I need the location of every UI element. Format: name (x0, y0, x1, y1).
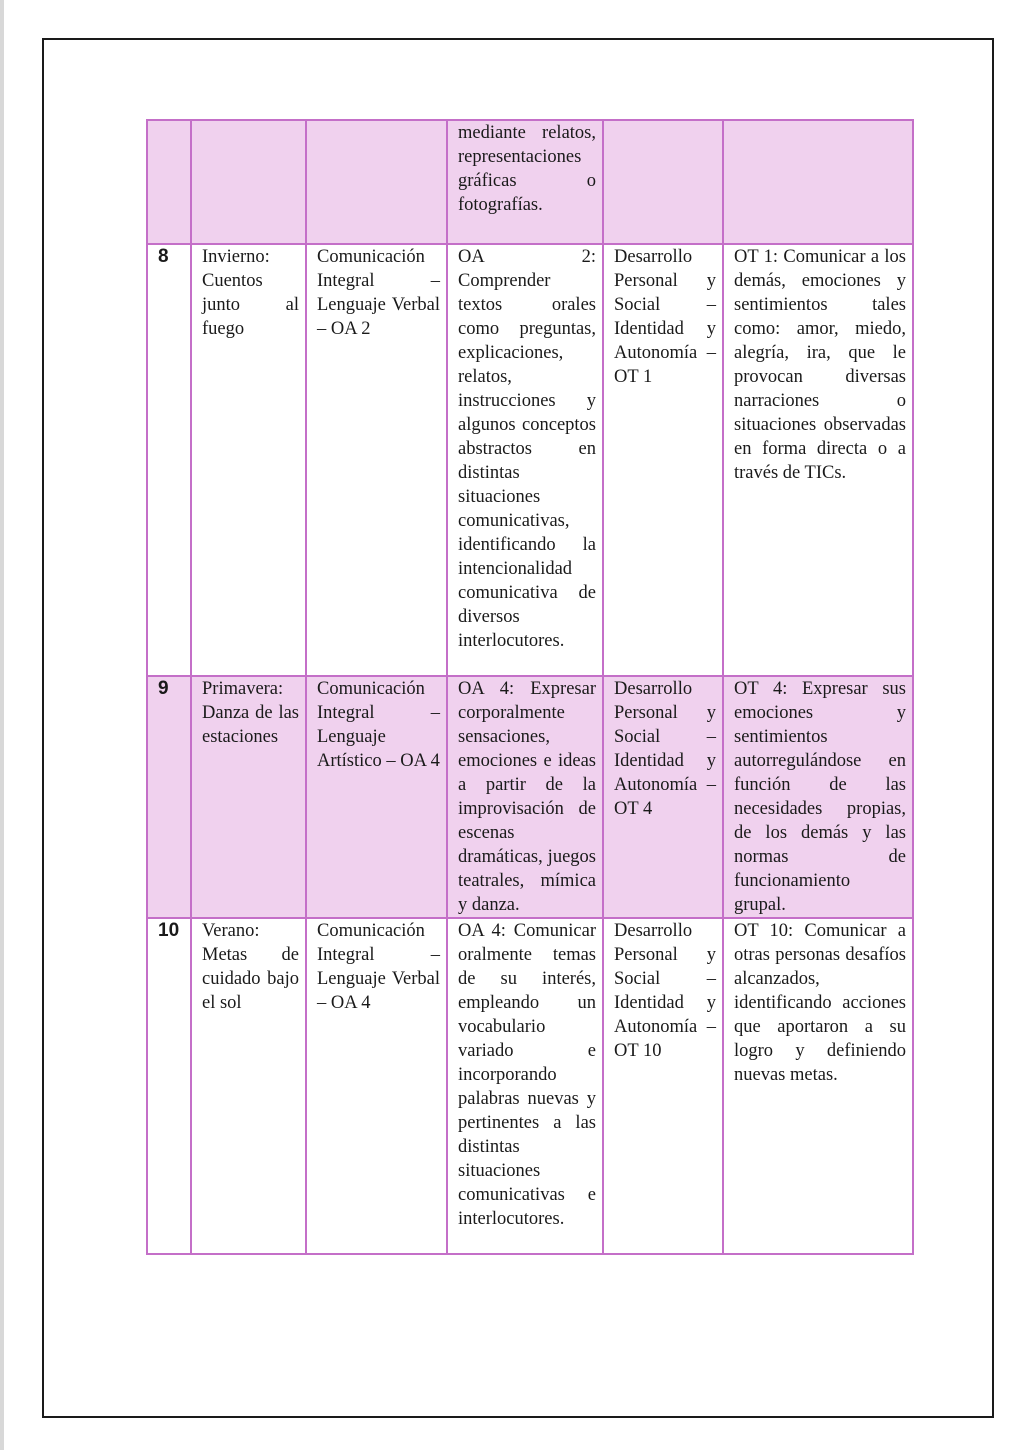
area-cell: Desarrollo Personal y Social – Identidad y Autonomía – OT 10 (603, 918, 723, 1254)
table-row (147, 244, 913, 676)
row-number-cell (147, 120, 191, 244)
learning-objective-cell: OA 2: Comprender textos orales como preguntas, explicaciones, relatos, instrucciones y algunos conceptos abstractos en distintas situaciones comunicativas, identificando la intencionalidad comunicativa de diversos interlocutores. (447, 244, 603, 676)
table-row (147, 676, 913, 918)
area-cell: Desarrollo Personal y Social – Identidad y Autonomía – OT 4 (603, 676, 723, 918)
learning-objective-cell: OA 4: Comunicar oralmente temas de su interés, empleando un vocabulario variado e incorporando palabras nuevas y pertinentes a las distintas situaciones comunicativas e interlocutores. (447, 918, 603, 1254)
experience-cell: Verano: Metas de cuidado bajo el sol (191, 918, 306, 1254)
experience-cell (191, 120, 306, 244)
learning-objective-cell: OA 4: Expresar corporalmente sensaciones, emociones e ideas a partir de la improvisación de escenas dramáticas, juegos teatrales, mímica y danza. (447, 676, 603, 918)
transversal-objective-cell: OT 10: Comunicar a otras personas desafíos alcanzados, identificando acciones que aportaron a su logro y definiendo nuevas metas. (723, 918, 913, 1254)
core-cell: Comunicación Integral – Lenguaje Verbal – OA 4 (306, 918, 447, 1254)
transversal-objective-cell: OT 4: Expresar sus emociones y sentimientos autorregulándose en función de las necesidades propias, de los demás y las normas de funcionamiento grupal. (723, 676, 913, 918)
row-number-cell: 8 (147, 244, 191, 676)
experience-cell: Primavera: Danza de las estaciones (191, 676, 306, 918)
transversal-objective-cell: OT 1: Comunicar a los demás, emociones y sentimientos tales como: amor, miedo, alegría, ira, que le provocan diversas narraciones o situaciones observadas en forma directa o a través de TICs. (723, 244, 913, 676)
row-number-cell: 10 (147, 918, 191, 1254)
learning-objective-cell: mediante relatos, representaciones gráficas o fotografías. (447, 120, 603, 244)
core-cell: Comunicación Integral – Lenguaje Verbal – OA 2 (306, 244, 447, 676)
transversal-objective-cell (723, 120, 913, 244)
table-row (147, 918, 913, 1254)
core-cell (306, 120, 447, 244)
planning-table (146, 119, 914, 1255)
area-cell (603, 120, 723, 244)
experience-cell: Invierno: Cuentos junto al fuego (191, 244, 306, 676)
table-row-continuation (147, 120, 913, 244)
core-cell: Comunicación Integral – Lenguaje Artístico – OA 4 (306, 676, 447, 918)
viewer-edge (0, 0, 4, 1450)
area-cell: Desarrollo Personal y Social – Identidad y Autonomía – OT 1 (603, 244, 723, 676)
row-number-cell: 9 (147, 676, 191, 918)
